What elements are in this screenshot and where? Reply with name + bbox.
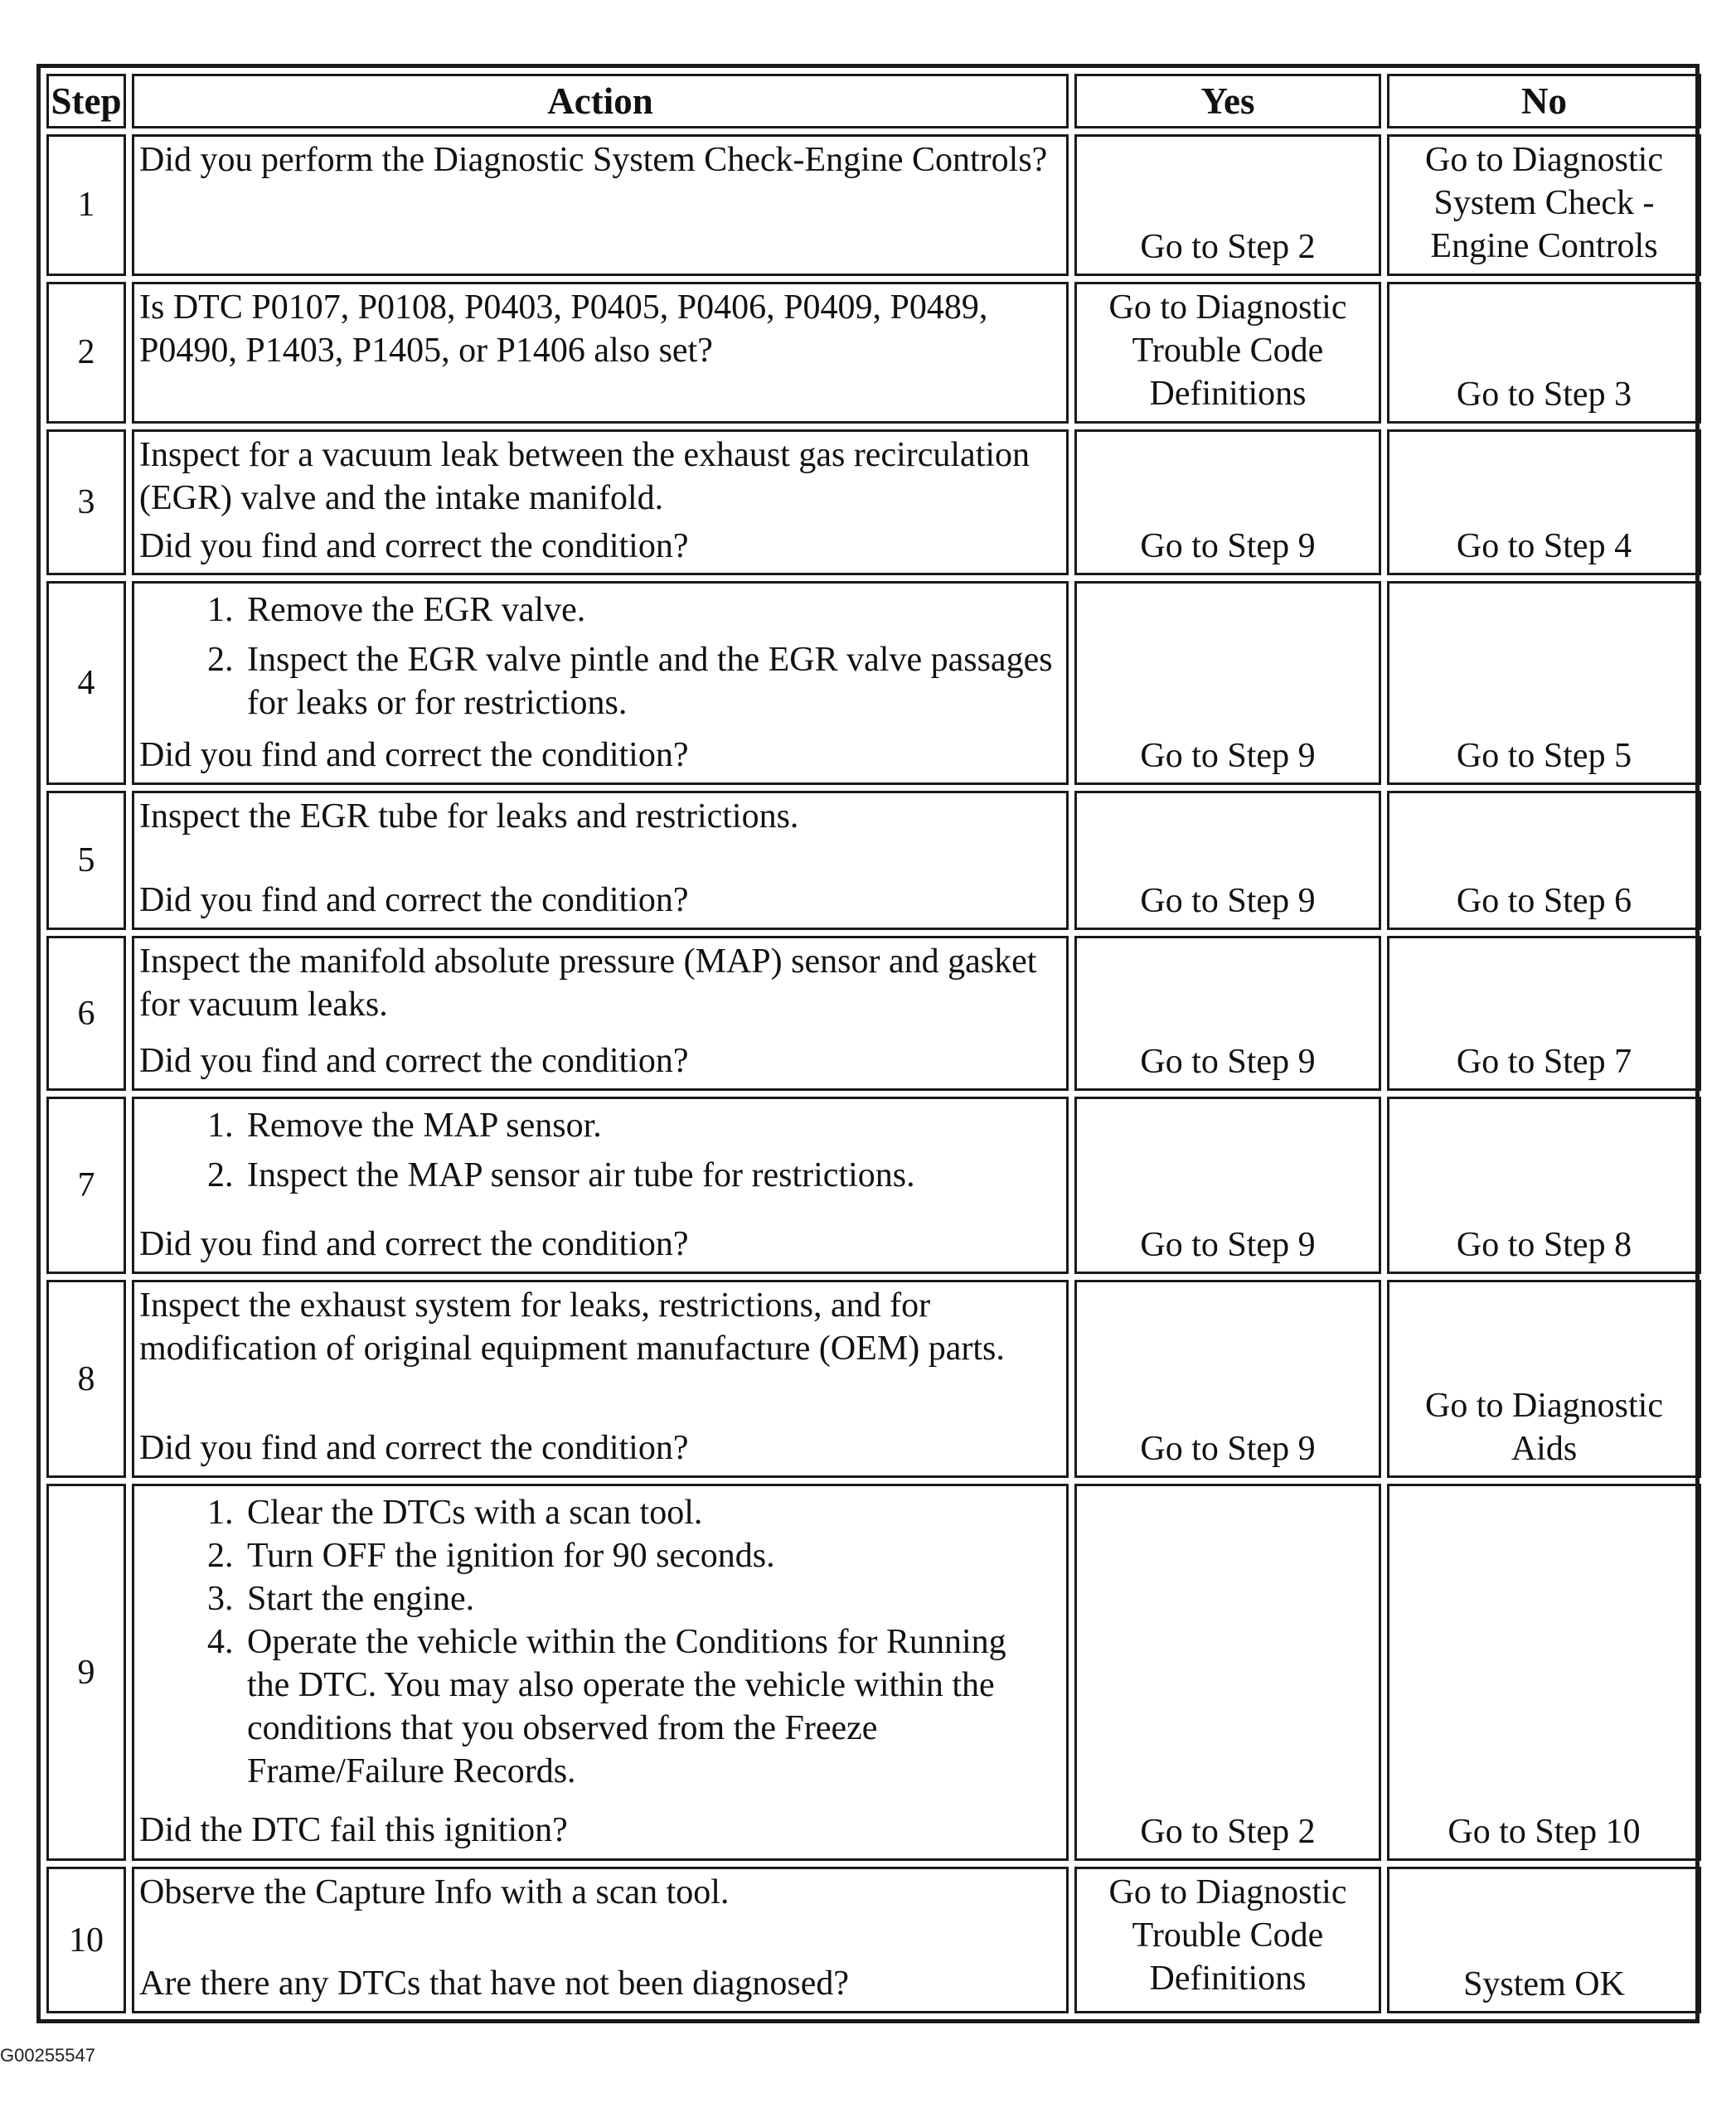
table-row: [46, 1484, 1701, 1861]
no-result: Go to Diagnostic Aids: [1387, 1280, 1701, 1478]
step-number: 4: [46, 581, 126, 785]
action-cell: [132, 429, 1069, 576]
step-number: 3: [46, 429, 126, 576]
action-step-item: 2. Inspect the EGR valve pintle and the EGR valve passages for leaks or for restrictions.: [242, 638, 1056, 724]
action-text: Inspect the exhaust system for leaks, restrictions, and for modification of original equipment manufacture (OEM) parts.: [139, 1286, 1005, 1368]
yes-result: Go to Diagnostic Trouble Code Definitions: [1074, 282, 1381, 424]
table-body: [46, 134, 1701, 2013]
yes-result: Go to Diagnostic Trouble Code Definitions: [1074, 1867, 1381, 2013]
action-step-item: 2. Inspect the MAP sensor air tube for restrictions.: [242, 1154, 1056, 1197]
action-question: Did you find and correct the condition?: [139, 1429, 689, 1467]
yes-result: Go to Step 9: [1074, 429, 1381, 576]
header-step: Step: [46, 74, 126, 128]
header-action: Action: [132, 74, 1069, 128]
step-number: 9: [46, 1484, 126, 1861]
action-cell: [132, 282, 1069, 424]
step-number: 10: [46, 1867, 126, 2013]
action-cell: [132, 1484, 1069, 1861]
yes-result: Go to Step 9: [1074, 1280, 1381, 1478]
action-step-item: 3. Start the engine.: [242, 1577, 1056, 1620]
yes-result: Go to Step 9: [1074, 791, 1381, 930]
action-text: Inspect the manifold absolute pressure (MAP) sensor and gasket for vacuum leaks.: [139, 942, 1037, 1025]
header-row: [46, 74, 1701, 128]
no-result: Go to Step 3: [1387, 282, 1701, 424]
action-text: Inspect the EGR tube for leaks and restrictions.: [139, 797, 799, 836]
action-cell: [132, 1280, 1069, 1478]
no-result: System OK: [1387, 1867, 1701, 2013]
no-result: Go to Step 5: [1387, 581, 1701, 785]
step-number: 5: [46, 791, 126, 930]
step-number: 2: [46, 282, 126, 424]
action-step-item: 2. Turn OFF the ignition for 90 seconds.: [242, 1534, 1056, 1577]
yes-result: Go to Step 2: [1074, 134, 1381, 276]
table-row: [46, 429, 1701, 576]
action-step-item: 4. Operate the vehicle within the Conditions for Running the DTC. You may also operate the vehicle within the conditions that you observed from the Freeze Frame/Failure Records.: [242, 1620, 1056, 1793]
action-steps-list: [139, 589, 1056, 724]
table-row: [46, 1280, 1701, 1478]
table-row: [46, 1097, 1701, 1274]
action-cell: [132, 581, 1069, 785]
no-result: Go to Step 4: [1387, 429, 1701, 576]
yes-result: Go to Step 9: [1074, 1097, 1381, 1274]
action-text: Inspect for a vacuum leak between the exhaust gas recirculation (EGR) valve and the intake manifold.: [139, 435, 1030, 517]
action-question: Are there any DTCs that have not been diagnosed?: [139, 1964, 850, 2003]
action-cell: [132, 134, 1069, 276]
yes-result: Go to Step 2: [1074, 1484, 1381, 1861]
action-cell: [132, 1867, 1069, 2013]
table-row: [46, 581, 1701, 785]
action-step-item: 1. Clear the DTCs with a scan tool.: [242, 1491, 1056, 1534]
action-question: Did you find and correct the condition?: [139, 736, 689, 775]
step-number: 1: [46, 134, 126, 276]
yes-result: Go to Step 9: [1074, 581, 1381, 785]
table-row: [46, 282, 1701, 424]
action-cell: [132, 936, 1069, 1091]
action-cell: [132, 1097, 1069, 1274]
no-result: Go to Step 7: [1387, 936, 1701, 1091]
action-cell: [132, 791, 1069, 930]
figure-code: G00255547: [0, 2045, 95, 2066]
table-row: [46, 936, 1701, 1091]
action-steps-list: [139, 1491, 1056, 1793]
action-text: Observe the Capture Info with a scan tool.: [139, 1873, 730, 1912]
yes-result: Go to Step 9: [1074, 936, 1381, 1091]
step-number: 7: [46, 1097, 126, 1274]
step-number: 8: [46, 1280, 126, 1478]
action-question: Did you find and correct the condition?: [139, 526, 689, 565]
no-result: Go to Step 10: [1387, 1484, 1701, 1861]
table-row: [46, 1867, 1701, 2013]
diagnostic-table: [41, 68, 1707, 2019]
step-number: 6: [46, 936, 126, 1091]
header-no: No: [1387, 74, 1701, 128]
header-yes: Yes: [1074, 74, 1381, 128]
no-result: Go to Step 8: [1387, 1097, 1701, 1274]
action-step-item: 1. Remove the EGR valve.: [242, 589, 1056, 632]
no-result: Go to Step 6: [1387, 791, 1701, 930]
action-text: Did you perform the Diagnostic System Check-Engine Controls?: [139, 141, 1048, 179]
action-text: Is DTC P0107, P0108, P0403, P0405, P0406, P0409, P0489, P0490, P1403, P1405, or P1406 also set?: [139, 288, 988, 370]
action-question: Did you find and correct the condition?: [139, 1042, 689, 1081]
action-step-item: 1. Remove the MAP sensor.: [242, 1104, 1056, 1147]
action-steps-list: [139, 1104, 1056, 1197]
action-question: Did the DTC fail this ignition?: [139, 1811, 568, 1850]
table-row: [46, 791, 1701, 930]
action-question: Did you find and correct the condition?: [139, 1225, 689, 1264]
no-result: Go to Diagnostic System Check - Engine Controls: [1387, 134, 1701, 276]
table-row: [46, 134, 1701, 276]
action-question: Did you find and correct the condition?: [139, 881, 689, 920]
